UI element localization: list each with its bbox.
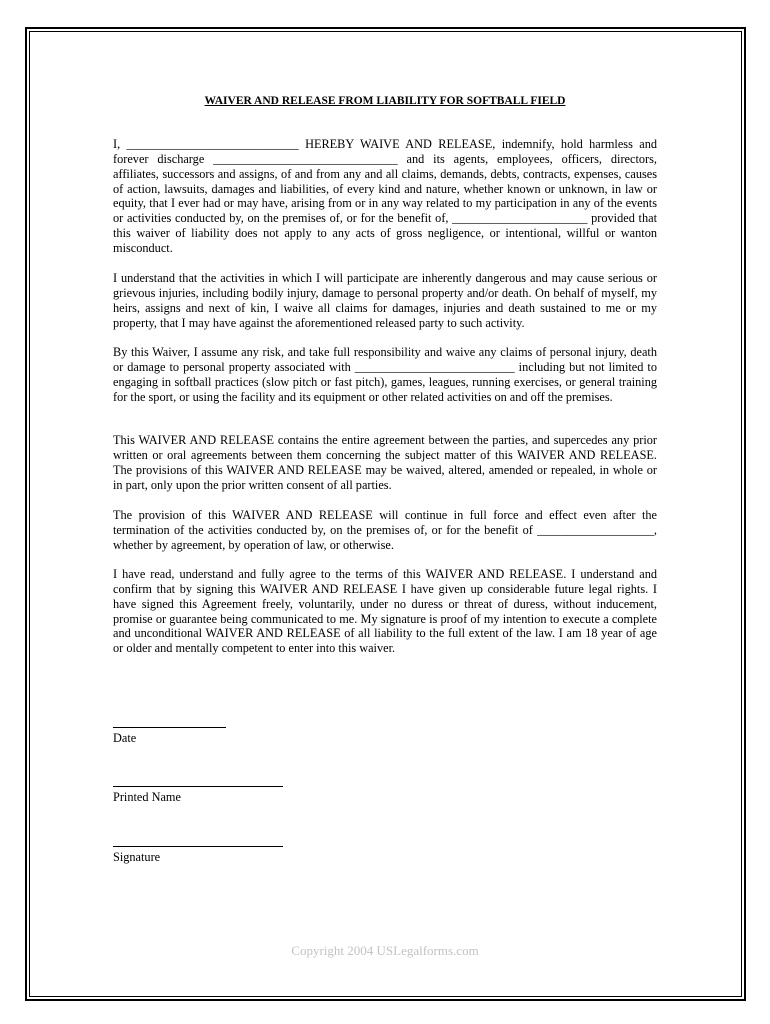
paragraph-assumption-of-risk: By this Waiver, I assume any risk, and take full responsibility and waive any claims of personal injury, death or damage to personal property associated with __________________________ including but not limited to engaging in softball practices (slow pitch or fast pitch), games, leagues, running exercises, or general training for the sport, or using the facility and its equipment or other related activities on and off the premises. [113,345,657,404]
paragraph-release-clause: I, ____________________________ HEREBY WAIVE AND RELEASE, indemnify, hold harmless and forever discharge ______________________________ and its agents, employees, officers, directors, affiliates, successors and assigns, of and from any and all claims, demands, debts, contracts, expenses, causes of action, lawsuits, damages and liabilities, of every kind and nature, whether known or unknown, in law or equity, that I ever had or may have, arising from or in any way related to my participation in any of the events or activities conducted by, on the premises of, or for the benefit of, ______________________ provided that this waiver of liability does not apply to any acts of gross negligence, or intentional, willful or wanton misconduct. [113,137,657,255]
date-signature-line[interactable] [113,727,226,728]
printed-name-label: Printed Name [113,790,181,804]
signature-line[interactable] [113,846,283,847]
copyright-footer: Copyright 2004 USLegalforms.com [291,943,479,958]
paragraph-risk-acknowledgement: I understand that the activities in which I will participate are inherently dangerous and may cause serious or grievous injuries, including bodily injury, damage to personal property and/or death. On behalf of myself, my heirs, assigns and next of kin, I waive all claims for damages, injuries and death sustained to me or my property, that I may have against the aforementioned released party to such activity. [113,271,657,330]
signature-label: Signature [113,850,161,864]
printed-name-signature-line[interactable] [113,786,283,787]
date-label: Date [113,731,137,745]
paragraph-entire-agreement: This WAIVER AND RELEASE contains the entire agreement between the parties, and supercedes any prior written or oral agreements between them concerning the subject matter of this WAIVER AND RELEASE. The provisions of this WAIVER AND RELEASE may be waived, altered, amended or repealed, in whole or in part, only upon the prior written consent of all parties. [113,433,657,492]
document-title: WAIVER AND RELEASE FROM LIABILITY FOR SOFTBALL FIELD [204,95,566,107]
paragraph-acknowledgement: I have read, understand and fully agree to the terms of this WAIVER AND RELEASE. I understand and confirm that by signing this WAIVER AND RELEASE I have given up considerable future legal rights. I have signed this Agreement freely, voluntarily, under no duress or threat of duress, without inducement, promise or guarantee being communicated to me. My signature is proof of my intention to execute a complete and unconditional WAIVER AND RELEASE of all liability to the full extent of the law. I am 18 year of age or older and mentally competent to enter into this waiver. [113,567,657,656]
paragraph-survival: The provision of this WAIVER AND RELEASE will continue in full force and effect even after the termination of the activities conducted by, on the premises of, or for the benefit of ___________________, whether by agreement, by operation of law, or otherwise. [113,508,657,552]
